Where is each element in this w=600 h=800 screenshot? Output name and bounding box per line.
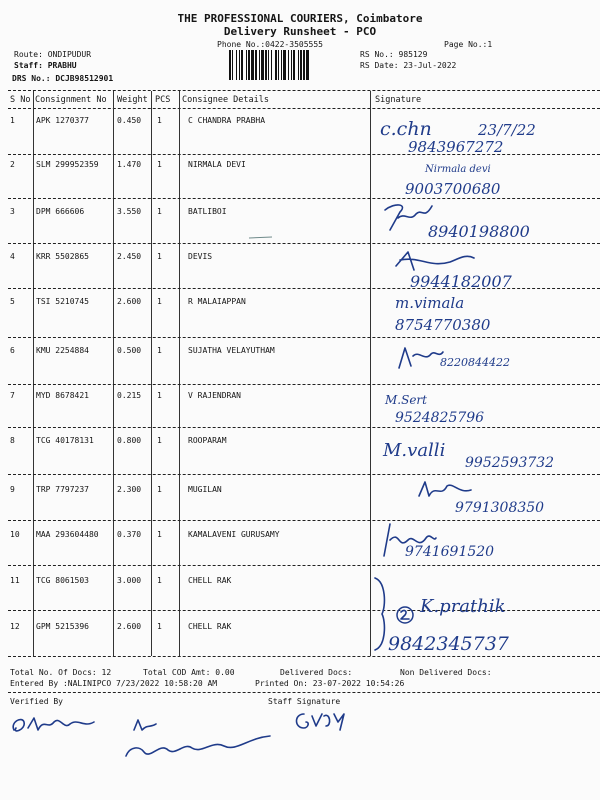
- divider: [8, 90, 600, 91]
- divider: [8, 474, 600, 475]
- row-consignment: TCG 8061503: [36, 576, 89, 585]
- row-consignment: APK 1270377: [36, 116, 89, 125]
- row-weight: 3.550: [117, 207, 142, 216]
- handwritten-phone: 9843967272: [408, 138, 504, 156]
- col-header-consignment: Consignment No: [35, 95, 107, 105]
- staff-signature-label: Staff Signature: [268, 697, 341, 706]
- divider: [8, 243, 600, 244]
- row-consignment: TSI 5210745: [36, 297, 89, 306]
- column-rule: [370, 91, 371, 656]
- row-pcs: 1: [157, 436, 162, 445]
- signature-scribble: [415, 478, 475, 502]
- divider: [8, 198, 600, 199]
- row-pcs: 1: [157, 160, 162, 169]
- col-header-pcs: PCS: [155, 95, 171, 105]
- row-consignment: KRR 5502865: [36, 252, 89, 261]
- row-weight: 0.215: [117, 391, 142, 400]
- row-weight: 2.450: [117, 252, 142, 261]
- divider: [8, 108, 600, 109]
- divider: [8, 656, 600, 657]
- row-consignee: R MALAIAPPAN: [188, 297, 246, 306]
- row-pcs: 1: [157, 116, 162, 125]
- row-sno: 8: [10, 436, 15, 445]
- handwritten-phone: 9003700680: [405, 180, 501, 198]
- col-header-consignee: Consignee Details: [182, 95, 269, 105]
- row-sno: 12: [10, 622, 20, 631]
- page-number: Page No.:1: [444, 40, 493, 49]
- route-label: Route: ONDIPUDUR: [14, 50, 92, 59]
- row-sno: 10: [10, 530, 20, 539]
- barcode: [229, 50, 357, 80]
- row-consignee: CHELL RAK: [188, 576, 232, 585]
- handwritten-phone: 9791308350: [455, 500, 545, 516]
- handwritten-phone: 8220844422: [440, 356, 510, 369]
- handwritten-phone: 9842345737: [388, 633, 509, 655]
- handwritten-phone: 9952593732: [465, 455, 555, 471]
- handwritten-signature: M.Sert: [385, 393, 427, 407]
- row-pcs: 1: [157, 297, 162, 306]
- entered-by: Entered By :NALINIPCO 7/23/2022 10:58:20 AM: [10, 679, 218, 688]
- divider: [8, 692, 600, 693]
- handwritten-phone: 9741691520: [405, 544, 495, 560]
- column-rule: [33, 91, 34, 656]
- row-weight: 2.600: [117, 622, 142, 631]
- row-consignment: SLM 299952359: [36, 160, 99, 169]
- verified-by-label: Verified By: [10, 697, 63, 706]
- row-pcs: 1: [157, 346, 162, 355]
- row-sno: 9: [10, 485, 15, 494]
- divider: [8, 520, 600, 521]
- row-weight: 0.450: [117, 116, 142, 125]
- divider: [8, 427, 600, 428]
- row-weight: 2.300: [117, 485, 142, 494]
- total-cod-amount: Total COD Amt: 0.00: [143, 668, 235, 677]
- row-sno: 7: [10, 391, 15, 400]
- row-pcs: 1: [157, 391, 162, 400]
- row-sno: 2: [10, 160, 15, 169]
- rs-number: RS No.: 985129: [360, 50, 428, 59]
- column-rule: [151, 91, 152, 656]
- divider: [8, 610, 600, 611]
- row-sno: 6: [10, 346, 15, 355]
- row-consignment: GPM 5215396: [36, 622, 89, 631]
- row-consignee: KAMALAVENI GURUSAMY: [188, 530, 280, 539]
- row-pcs: 1: [157, 485, 162, 494]
- divider: [8, 337, 600, 338]
- row-consignment: TCG 40178131: [36, 436, 94, 445]
- row-weight: 0.370: [117, 530, 142, 539]
- row-pcs: 1: [157, 207, 162, 216]
- handwritten-signature: K.prathik: [420, 596, 506, 617]
- handwritten-phone: 9944182007: [410, 272, 512, 291]
- row-sno: 5: [10, 297, 15, 306]
- col-header-signature: Signature: [375, 95, 422, 105]
- officer-signature: [120, 716, 280, 766]
- row-pcs: 1: [157, 622, 162, 631]
- row-sno: 4: [10, 252, 15, 261]
- row-consignee: C CHANDRA PRABHA: [188, 116, 266, 125]
- row-consignee: MUGILAN: [188, 485, 222, 494]
- divider: [8, 565, 600, 566]
- row-consignee: BATLIBOI: [188, 207, 227, 216]
- row-weight: 0.500: [117, 346, 142, 355]
- column-rule: [113, 91, 114, 656]
- row-weight: 3.000: [117, 576, 142, 585]
- row-sno: 1: [10, 116, 15, 125]
- non-delivered-docs: Non Delivered Docs:: [400, 668, 492, 677]
- row-consignment: TRP 7797237: [36, 485, 89, 494]
- handwritten-date: 23/7/22: [478, 121, 536, 139]
- signature-scribble: [395, 344, 445, 372]
- drs-number: DRS No.: DCJB98512901: [12, 74, 114, 83]
- row-weight: 1.470: [117, 160, 142, 169]
- row-pcs: 1: [157, 576, 162, 585]
- row-consignment: MAA 293604480: [36, 530, 99, 539]
- row-pcs: 1: [157, 252, 162, 261]
- handwritten-phone: 9524825796: [395, 410, 485, 426]
- staff-signature: [292, 708, 352, 732]
- pen-mark: [248, 234, 274, 242]
- handwritten-signature: m.vimala: [395, 294, 465, 312]
- divider: [8, 154, 600, 155]
- handwritten-signature: Nirmala devi: [425, 164, 491, 175]
- row-pcs: 1: [157, 530, 162, 539]
- printed-on: Printed On: 23-07-2022 10:54:26: [255, 679, 405, 688]
- staff-label: Staff: PRABHU: [14, 61, 77, 70]
- col-header-weight: Weight: [117, 95, 148, 105]
- circled-number: [394, 604, 416, 626]
- handwritten-signature: c.chn: [380, 118, 432, 140]
- col-header-sno: S No: [10, 95, 31, 105]
- row-consignee: CHELL RAK: [188, 622, 232, 631]
- handwritten-signature: M.valli: [383, 440, 446, 461]
- company-name: THE PROFESSIONAL COURIERS, Coimbatore: [177, 12, 423, 25]
- rs-date: RS Date: 23-Jul-2022: [360, 61, 457, 70]
- row-consignment: DPM 666606: [36, 207, 85, 216]
- handwritten-phone: 8754770380: [395, 316, 491, 334]
- row-weight: 0.800: [117, 436, 142, 445]
- row-consignee: DEVIS: [188, 252, 213, 261]
- row-sno: 3: [10, 207, 15, 216]
- row-consignee: SUJATHA VELAYUTHAM: [188, 346, 275, 355]
- row-consignment: MYD 8678421: [36, 391, 89, 400]
- row-weight: 2.600: [117, 297, 142, 306]
- row-consignee: V RAJENDRAN: [188, 391, 241, 400]
- total-docs: Total No. Of Docs: 12: [10, 668, 112, 677]
- row-consignee: ROOPARAM: [188, 436, 227, 445]
- divider: [8, 384, 600, 385]
- phone-number: Phone No.:0422-3505555: [217, 40, 323, 49]
- document-title: Delivery Runsheet - PCO: [223, 25, 377, 38]
- row-consignee: NIRMALA DEVI: [188, 160, 246, 169]
- handwritten-phone: 8940198800: [428, 222, 530, 241]
- verifier-signature: [8, 708, 98, 738]
- column-rule: [179, 91, 180, 656]
- row-consignment: KMU 2254884: [36, 346, 89, 355]
- delivered-docs: Delivered Docs:: [280, 668, 353, 677]
- row-sno: 11: [10, 576, 20, 585]
